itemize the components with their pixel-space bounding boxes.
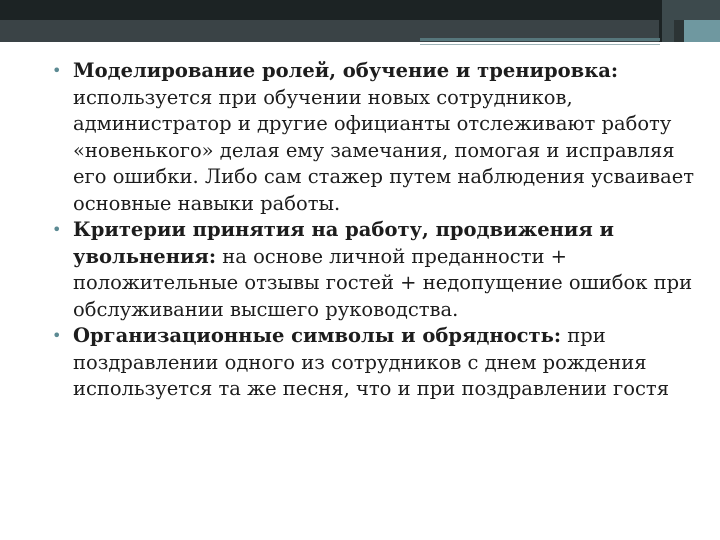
bullet-item-criteria — [52, 217, 710, 323]
bullet-text: при поздравлении одного из сотрудников с днем рождения используется та же песня, что и при поздравлении гостя — [73, 324, 669, 400]
slide-body — [52, 58, 710, 403]
bullet-item-roles — [52, 58, 710, 217]
bullet-text: на основе личной преданности + положительные отзывы гостей + недопущение ошибок при обслуживании высшего руководства. — [73, 244, 693, 321]
bullet-icon: • — [52, 326, 62, 345]
bullet-heading: Организационные символы и обрядность: — [73, 324, 562, 347]
bullet-icon: • — [52, 61, 62, 80]
bullet-icon: • — [52, 220, 62, 239]
bullet-text: используется при обучении новых сотрудников, администратор и другие официанты отслеживают работу «новенького» делая ему замечания, помогая и исправляя его ошибки. Либо сам стажер путем наблюдения усваивает основные навыки работы. — [73, 85, 695, 215]
bullet-item-symbols — [52, 323, 710, 403]
header-corner-accent — [684, 20, 720, 42]
header-accent-line-thin — [420, 44, 660, 45]
header-band — [0, 0, 720, 20]
bullet-heading: Критерии принятия на работу, продвижения и увольнения: — [73, 218, 615, 268]
header-corner-divider — [674, 20, 684, 42]
bullet-heading: Моделирование ролей, обучение и тренировка: — [73, 59, 619, 82]
header-accent-line — [420, 38, 660, 41]
